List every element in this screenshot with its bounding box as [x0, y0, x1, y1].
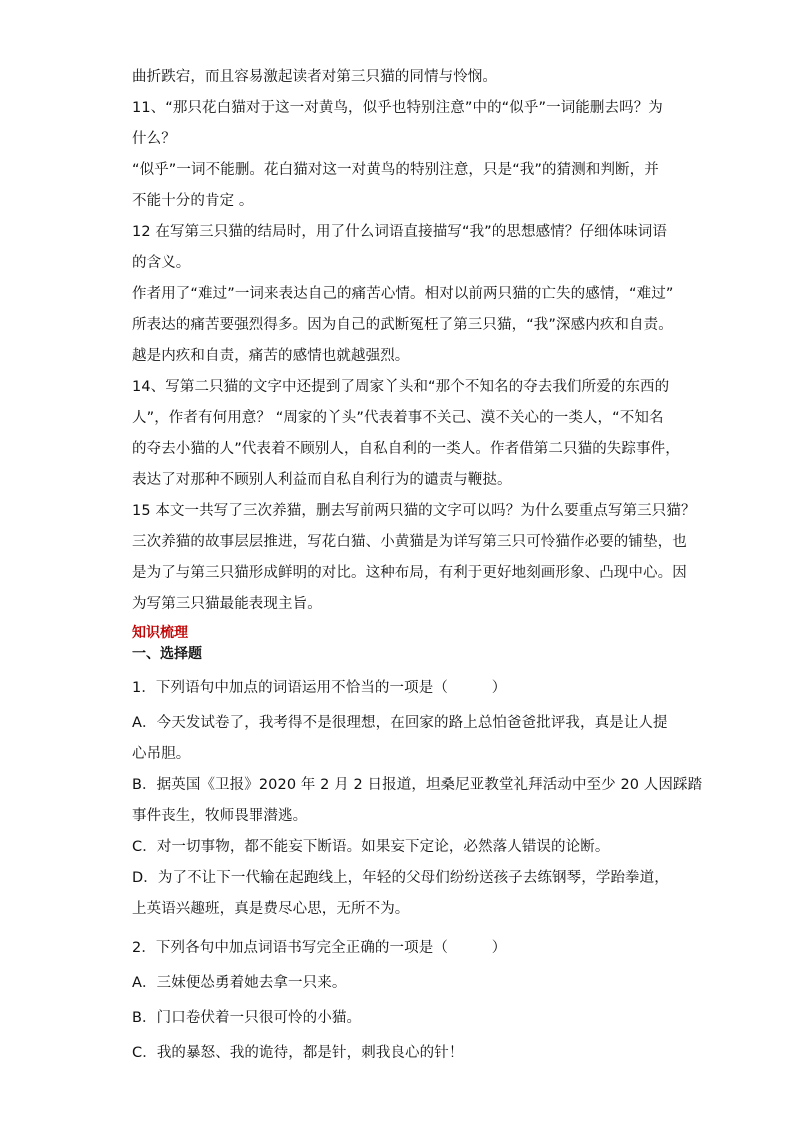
question-12-line: 12 在写第三只猫的结局时，用了什么词语直接描写“我”的思想感情？仔细体味词语	[132, 224, 667, 240]
question-15-line: 是为了与第三只猫形成鲜明的对比。这种布局，有利于更好地刻画形象、凸现中心。因	[132, 565, 687, 581]
mcq-2-option-a: A．三妹便怂勇着她去拿一只来。	[132, 975, 347, 991]
answer-12-line: 所表达的痛苦要强烈得多。因为自己的武断冤枉了第三只猫，“我”深感内疚和自责。	[132, 317, 673, 333]
question-12-line: 的含义。	[132, 255, 191, 271]
answer-12-line: 越是内疚和自责，痛苦的感情也就越强烈。	[132, 348, 410, 364]
question-11-line: 11、“那只花白猫对于这一对黄鸟，似乎也特别注意”中的“似乎”一词能删去吗？为	[132, 100, 663, 116]
section-subtitle: 一、选择题	[132, 646, 202, 662]
question-14-line: 表达了对那种不顾别人利益而自私自利行为的谴责与鞭挞。	[132, 472, 512, 488]
mcq-1-option-c: C．对一切事物，都不能妄下断语。如果妄下定论，必然落人错误的论断。	[132, 839, 610, 855]
mcq-1-option-b: 事件丧生，牧师畏罪潜逃。	[132, 808, 308, 824]
mcq-1-option-d: 上英语兴趣班，真是费尽心思，无所不为。	[132, 901, 410, 917]
question-14-line: 人”，作者有何用意？ “周家的丫头”代表着事不关己、漠不关心的一类人，“不知名	[132, 410, 664, 426]
section-title: 知识梳理	[132, 625, 188, 641]
question-15-line: 为写第三只猫最能表现主旨。	[132, 596, 322, 612]
question-14-line: 14、写第二只猫的文字中还提到了周家丫头和“那个不知名的夺去我们所爱的东西的	[132, 379, 670, 395]
mcq-2-option-c: C．我的暴怒、我的诡待，都是针，刺我良心的针！	[132, 1045, 464, 1061]
mcq-1-option-d: D．为了不让下一代输在起跑线上，年轻的父母们纷纷送孩子去练钢琴，学跆拳道，	[132, 870, 669, 886]
answer-11-line: 不能十分的肯定 。	[132, 193, 254, 209]
question-11-line: 什么？	[132, 131, 176, 147]
question-15-line: 三次养猫的故事层层推进，写花白猫、小黄猫是为详写第三只可怜猫作必要的铺垫，也	[132, 534, 687, 550]
mcq-2-stem: 2．下列各句中加点词语书写完全正确的一项是（ ）	[132, 940, 507, 956]
mcq-1-option-b: B．据英国《卫报》2020 年 2 月 2 日报道，坦桑尼亚教堂礼拜活动中至少 20 人因踩踏	[132, 777, 703, 793]
mcq-1-stem: 1．下列语句中加点的词语运用不恰当的一项是（ ）	[132, 680, 507, 696]
mcq-2-option-b: B．门口卷伏着一只很可怜的小猫。	[132, 1010, 362, 1026]
question-15-line: 15 本文一共写了三次养猫，删去写前两只猫的文字可以吗？为什么要重点写第三只猫？	[132, 503, 696, 519]
mcq-1-option-a: 心吊胆。	[132, 746, 191, 762]
question-14-line: 的夺去小猫的人”代表着不顾别人，自私自利的一类人。作者借第二只猫的失踪事件，	[132, 441, 680, 457]
mcq-1-option-a: A．今天发试卷了，我考得不是很理想，在回家的路上总怕爸爸批评我，真是让人提	[132, 715, 668, 731]
answer-11-line: “似乎”一词不能删。花白猫对这一对黄鸟的特别注意，只是“我”的猜测和判断，并	[132, 162, 659, 178]
answer-text-line: 曲折跌宕，而且容易激起读者对第三只猫的同情与怜悯。	[132, 69, 497, 85]
answer-12-line: 作者用了“难过”一词来表达自己的痛苦心情。相对以前两只猫的亡失的感情，“难过”	[132, 286, 674, 302]
document-page	[132, 62, 703, 1069]
